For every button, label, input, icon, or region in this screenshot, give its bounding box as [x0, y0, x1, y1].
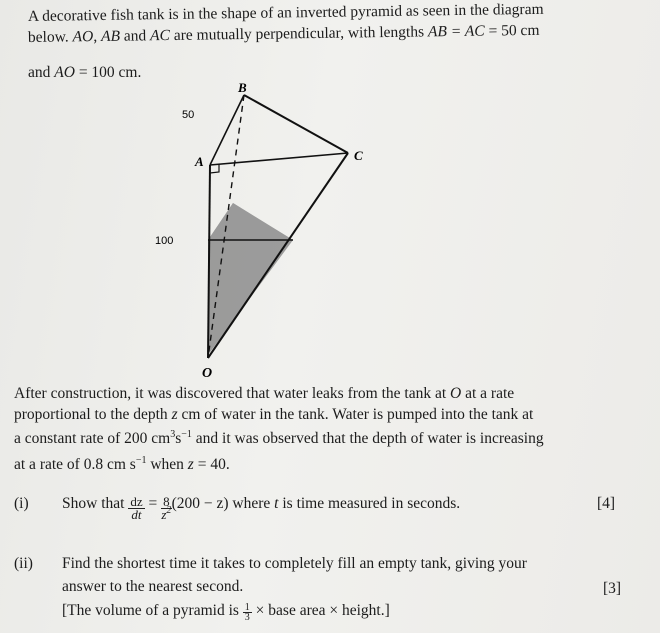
label-o: O	[202, 366, 213, 381]
body-line-3	[14, 430, 544, 448]
part-i-question	[62, 495, 460, 521]
eq-ab-ac: AB = AC	[427, 22, 485, 41]
body-line-1	[14, 385, 514, 403]
intro-perp: are mutually perpendicular, with lengths	[173, 23, 425, 44]
body-text-3a: a constant rate of 200 cm	[14, 430, 171, 447]
var-z: z	[171, 406, 178, 423]
part-i-label: (i)	[14, 495, 29, 512]
water-top-face	[208, 203, 293, 240]
edge-ac	[210, 153, 348, 165]
word-when: when	[150, 456, 184, 473]
body-text-1: After construction, it was discovered that water leaks from the tank at	[14, 385, 447, 402]
label-ab: AB	[100, 27, 121, 45]
part-i-tail: is time measured in seconds.	[282, 495, 461, 512]
label-ao: AO	[72, 28, 94, 46]
sup-minus1: −1	[181, 429, 192, 440]
body-text-3b: and it was observed that the depth of water is increasing	[195, 430, 544, 447]
point-o: O	[450, 385, 462, 402]
label-50: 50	[182, 109, 195, 121]
label-a: A	[195, 154, 204, 169]
fraction-8-z2: $\frac{8}{z^2}$	[161, 494, 172, 522]
equals: =	[148, 495, 158, 512]
length-50: = 50 cm	[488, 21, 540, 40]
part-ii-marks: [3]	[603, 580, 622, 597]
body-text-1-end: at a rate	[465, 385, 515, 402]
part-ii-line-3	[62, 602, 390, 622]
sup-minus1-b: −1	[135, 455, 147, 466]
var-z-2: z	[187, 456, 194, 473]
pyramid-hint-a: [The volume of a pyramid is	[62, 602, 239, 619]
intro-below: below.	[27, 28, 69, 46]
body-text-4a: at a rate of 0.8 cm s	[14, 456, 136, 473]
sup-3: 3	[170, 429, 176, 440]
length-100: = 100 cm.	[78, 64, 142, 81]
intro-text-1: A decorative fish tank is in the shape of an inverted pyramid as seen in the diagram	[27, 0, 544, 25]
value-40: = 40.	[197, 456, 230, 473]
factor-200-z: (200 − z)	[171, 495, 229, 512]
show-that: Show that	[62, 495, 125, 512]
body-line-4	[14, 456, 230, 474]
comma: ,	[93, 28, 98, 46]
part-ii-label: (ii)	[14, 555, 33, 572]
part-i-marks: [4]	[597, 495, 616, 512]
label-100: 100	[155, 235, 174, 247]
label-ac: AC	[149, 27, 171, 45]
label-ao-2: AO	[54, 64, 75, 81]
edge-bc	[244, 95, 348, 153]
word-where: where	[232, 495, 271, 512]
body-text-2b: cm of water in the tank. Water is pumped into the tank at	[181, 406, 534, 423]
part-ii-line-1: Find the shortest time it takes to completely fill an empty tank, giving your	[62, 555, 527, 572]
label-c: C	[354, 148, 363, 163]
word-and: and	[123, 27, 147, 45]
word-and-2: and	[28, 64, 51, 81]
fraction-one-third: $\frac{1}{3}$	[244, 602, 250, 623]
label-b: B	[238, 80, 247, 95]
body-line-2	[14, 406, 533, 424]
derivative-dz-dt: $\frac{dz}{dt}$	[130, 494, 143, 522]
var-t: t	[274, 495, 279, 512]
unit-s: s	[175, 430, 182, 447]
part-ii-line-2: answer to the nearest second.	[62, 578, 244, 595]
body-text-2a: proportional to the depth	[14, 406, 168, 423]
pyramid-hint-b: × base area × height.]	[255, 602, 390, 619]
